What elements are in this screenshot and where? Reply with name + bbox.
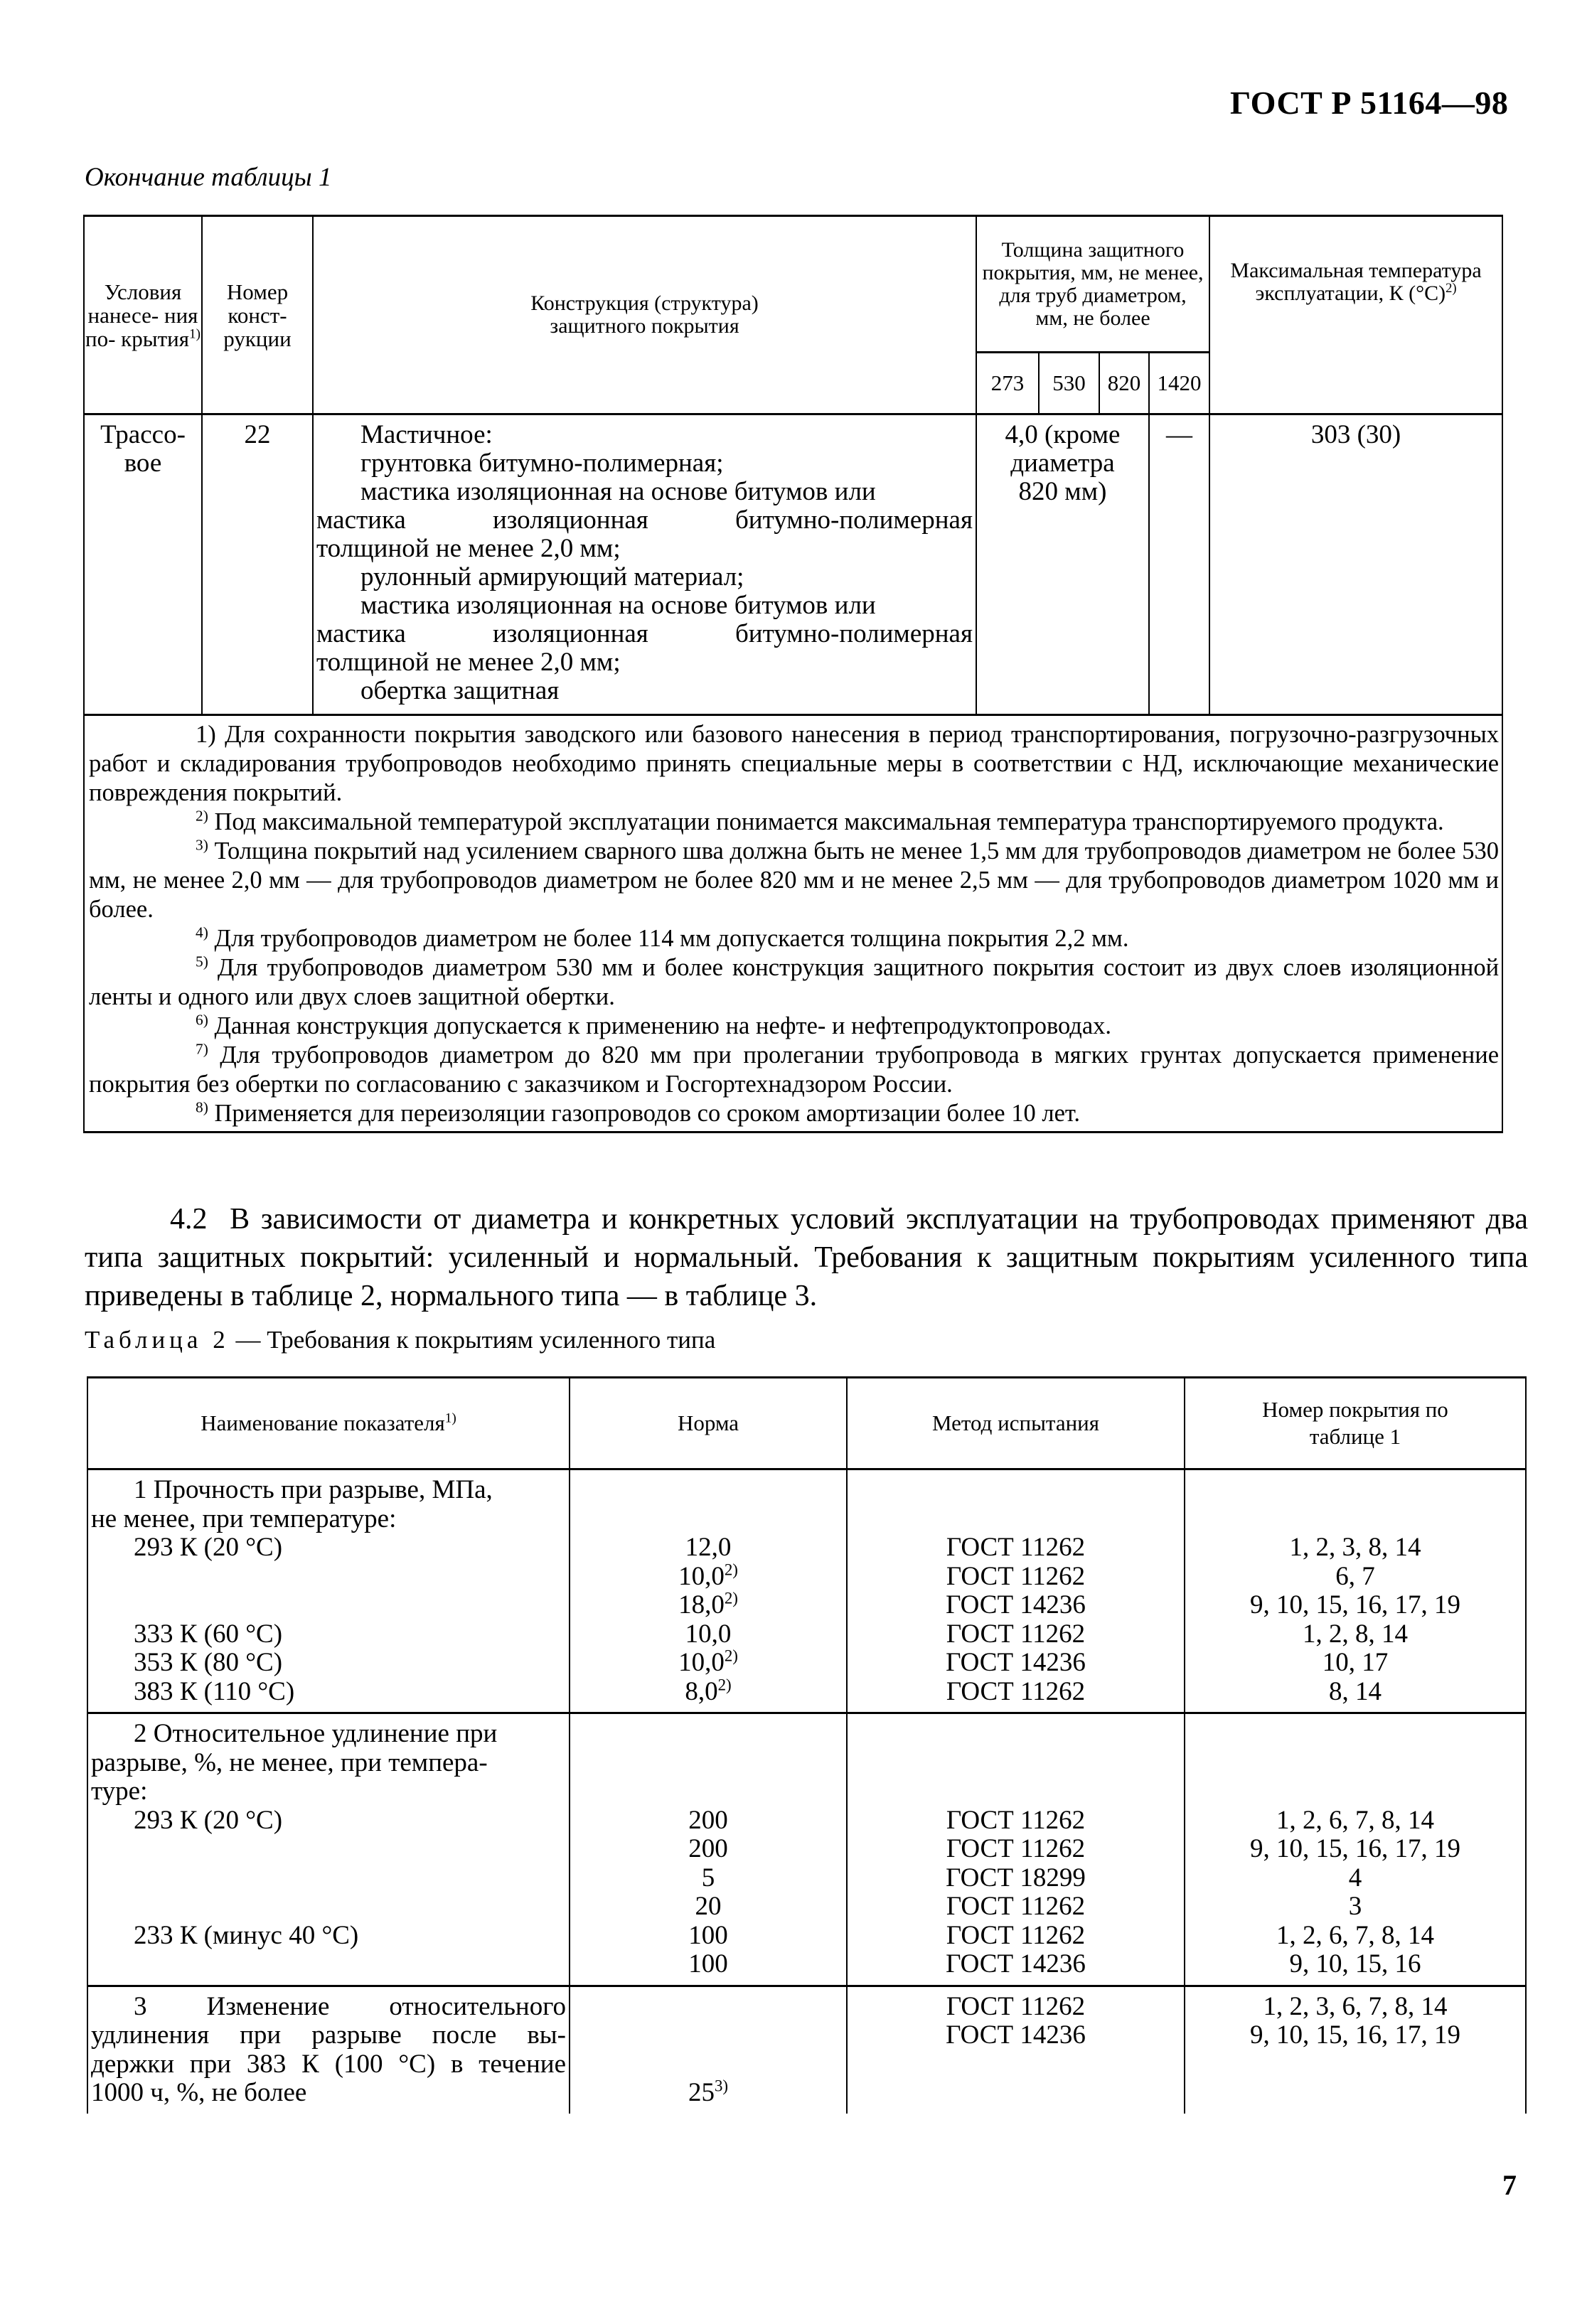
cell-method: ГОСТ 11262 ГОСТ 11262 ГОСТ 18299 ГОСТ 11262 ГОСТ 11262 ГОСТ 14236 bbox=[847, 1713, 1185, 1986]
footnote-4: $^{4)}$ Для трубопроводов диаметром не более 114 мм допускается толщина покрытия 2,2 мм. bbox=[196, 923, 1129, 952]
table-2-label: Таблица 2 bbox=[85, 1326, 230, 1354]
column-header-construction-number: Номер конст- рукции bbox=[202, 216, 313, 414]
table-footnotes bbox=[84, 715, 1502, 1132]
cell-method: ГОСТ 11262 ГОСТ 11262 ГОСТ 14236 ГОСТ 11262 ГОСТ 14236 ГОСТ 11262 bbox=[847, 1469, 1185, 1713]
table-row bbox=[84, 414, 1502, 715]
table-row-group-2 bbox=[87, 1713, 1526, 1986]
column-header-diameter-273: 273 bbox=[976, 353, 1039, 414]
cell-thickness-1420: — bbox=[1149, 414, 1209, 715]
page-number: 7 bbox=[1502, 2169, 1517, 2201]
table-2-caption bbox=[85, 1326, 715, 1354]
table-2 bbox=[87, 1376, 1527, 2114]
cell-name: 1 Прочность при разрыве, МПа, не менее, при температуре: 293 К (20 °С) 333 К (60 °С) 353 К (80 °С) 383 К (110 °С) bbox=[87, 1469, 570, 1713]
cell-conditions: Трассо- вое bbox=[84, 414, 202, 715]
footnote-1: 1) Для сохранности покрытия заводского или базового нанесения в период транспортирования, погрузочно-разгрузочных работ и складирования трубопроводов необходимо принять специальные меры в соответствии с НД, исключающие механические повреждения покрытий. bbox=[89, 721, 1500, 806]
paragraph-text: В зависимости от диаметра и конкретных условий эксплуатации на трубопроводах применяют два типа защитных покрытий: усиленный и нормальный. Требования к защитным покрытиям усиленного типа приведены в таблице 2, нормального типа — в таблице 3. bbox=[85, 1203, 1528, 1312]
cell-coating-numbers: 1, 2, 6, 7, 8, 14 9, 10, 15, 16, 17, 19 4 3 1, 2, 6, 7, 8, 14 9, 10, 15, 16 bbox=[1185, 1713, 1526, 1986]
column-header-name: Наименование показателя$^{1)}$ bbox=[87, 1378, 570, 1469]
table-2-title: — Требования к покрытиям усиленного типа bbox=[235, 1326, 716, 1354]
column-header-conditions: Условия нанесе- ния по- крытия$^{1)}$ bbox=[84, 216, 202, 414]
footnote-5: $^{5)}$ Для трубопроводов диаметром 530 мм и более конструкция защитного покрытия состоит из двух слоев изоляционной ленты и одного или двух слоев защитной обертки. bbox=[89, 953, 1500, 1010]
table-1-continuation bbox=[83, 215, 1503, 1133]
paragraph-number: 4.2 bbox=[170, 1203, 208, 1236]
cell-name: 3 Изменение относительного удлинения при разрыве после вы- держки при 383 К (100 °С) в течение 1000 ч, %, не более bbox=[87, 1986, 570, 2114]
cell-name: 2 Относительное удлинение при разрыве, %, не менее, при темпера- туре: 293 К (20 °С) 233 К (минус 40 °С) bbox=[87, 1713, 570, 1986]
cell-thickness-273-820: 4,0 (кроме диаметра 820 мм) bbox=[976, 414, 1149, 715]
cell-norm: 25$^{3)}$ bbox=[570, 1986, 847, 2114]
footnote-8: $^{8)}$ Применяется для переизоляции газопроводов со сроком амортизации более 10 лет. bbox=[196, 1098, 1080, 1127]
footnote-2: $^{2)}$ Под максимальной температурой эксплуатации понимается максимальная температура транспортируемого продукта. bbox=[196, 807, 1444, 835]
footnotes-row bbox=[84, 715, 1502, 1132]
cell-max-temp: 303 (30) bbox=[1209, 414, 1502, 715]
paragraph-4-2 bbox=[85, 1200, 1528, 1315]
cell-norm: 12,0 10,0$^{2)}$ 18,0$^{2)}$ 10,0 10,0$^{2)}$ 8,0$^{2)}$ bbox=[570, 1469, 847, 1713]
column-header-coating-number: Номер покрытия по таблице 1 bbox=[1185, 1378, 1526, 1469]
column-header-norm: Норма bbox=[570, 1378, 847, 1469]
column-header-thickness: Толщина защитного покрытия, мм, не менее, для труб диаметром, мм, не более bbox=[976, 216, 1209, 353]
cell-norm: 200 200 5 20 100 100 bbox=[570, 1713, 847, 1986]
table-continuation-caption: Окончание таблицы 1 bbox=[85, 163, 332, 192]
column-header-construction: Конструкция (структура) защитного покрытия bbox=[313, 216, 976, 414]
document-id-header: ГОСТ Р 51164—98 bbox=[1230, 85, 1509, 121]
table-row-group-3 bbox=[87, 1986, 1526, 2114]
cell-construction: Мастичное: грунтовка битумно-полимерная; мастика изоляционная на основе битумов или мастика изоляционная битумно-полимерная толщиной не менее 2,0 мм; рулонный армирующий материал; мастика изоляционная на основе битумов или мастика изоляционная битумно-полимерная толщиной не менее 2,0 мм; обертка защитная bbox=[313, 414, 976, 715]
column-header-diameter-820: 820 bbox=[1099, 353, 1149, 414]
column-header-method: Метод испытания bbox=[847, 1378, 1185, 1469]
cell-construction-number: 22 bbox=[202, 414, 313, 715]
table-row-group-1 bbox=[87, 1469, 1526, 1713]
cell-coating-numbers: 1, 2, 3, 6, 7, 8, 14 9, 10, 15, 16, 17, 19 bbox=[1185, 1986, 1526, 2114]
cell-method: ГОСТ 11262 ГОСТ 14236 bbox=[847, 1986, 1185, 2114]
column-header-diameter-530: 530 bbox=[1039, 353, 1099, 414]
column-header-diameter-1420: 1420 bbox=[1149, 353, 1209, 414]
cell-coating-numbers: 1, 2, 3, 8, 14 6, 7 9, 10, 15, 16, 17, 19 1, 2, 8, 14 10, 17 8, 14 bbox=[1185, 1469, 1526, 1713]
footnote-6: $^{6)}$ Данная конструкция допускается к применению на нефте- и нефтепродуктопроводах. bbox=[196, 1011, 1112, 1039]
column-header-max-temp: Максимальная температура эксплуатации, К $(^\circ С)^{2)}$ bbox=[1209, 216, 1502, 414]
footnote-3: $^{3)}$ Толщина покрытий над усилением сварного шва должна быть не менее 1,5 мм для трубопроводов диаметром не более 530 мм, не менее 2,0 мм — для трубопроводов диаметром не более 820 мм и не менее 2,5 мм — для трубопроводов диаметром 1020 мм и более. bbox=[89, 836, 1500, 923]
footnote-7: $^{7)}$ Для трубопроводов диаметром до 820 мм при пролегании трубопровода в мягких грунтах допускается применение покрытия без обертки по согласованию с заказчиком и Госгортехнадзором России. bbox=[89, 1040, 1500, 1098]
